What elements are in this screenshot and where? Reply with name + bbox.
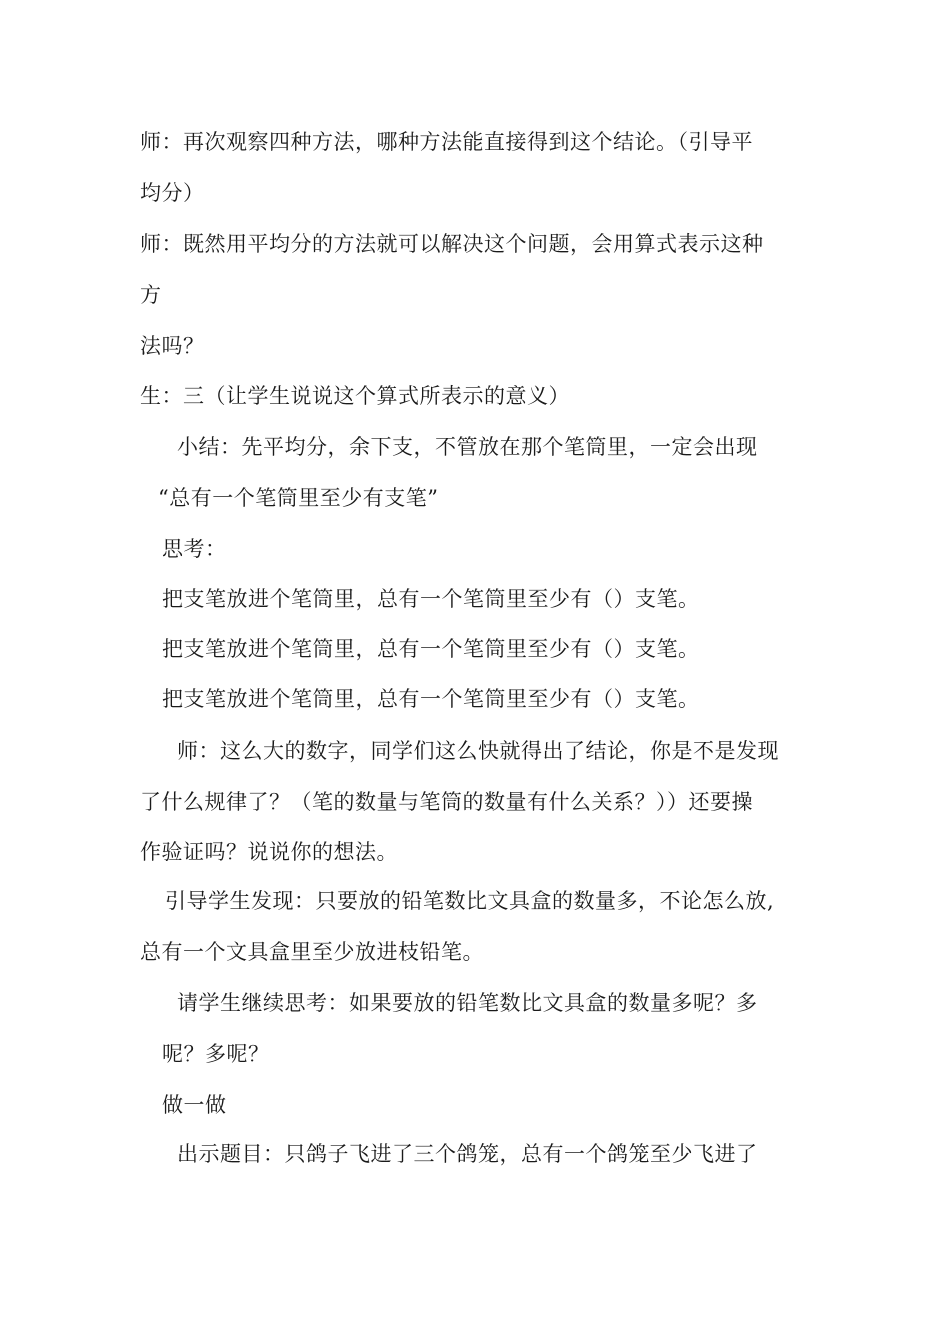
text-line: 请学生继续思考：如果要放的铅笔数比文具盒的数量多呢？多 — [177, 991, 758, 1015]
text-line: 把支笔放进个笔筒里，总有一个笔筒里至少有（）支笔。 — [162, 687, 700, 711]
text-line: 呢？多呢？ — [162, 1042, 270, 1066]
text-line: 把支笔放进个笔筒里，总有一个笔筒里至少有（）支笔。 — [162, 587, 700, 611]
text-line: 出示题目：只鸽子飞进了三个鸽笼，总有一个鸽笼至少飞进了 — [177, 1142, 758, 1166]
text-line: “总有一个笔筒里至少有支笔” — [158, 486, 439, 510]
text-line: 了什么规律了？（笔的数量与笔筒的数量有什么关系？））还要操 — [140, 790, 753, 814]
text-line: 做一做 — [162, 1093, 227, 1117]
text-line: 均分） — [140, 181, 205, 205]
text-line: 法吗？ — [140, 334, 205, 358]
text-line: 引导学生发现：只要放的铅笔数比文具盒的数量多，不论怎么放, — [165, 889, 775, 913]
text-line: 生：三（让学生说说这个算式所表示的意义） — [140, 384, 570, 408]
text-line: 作验证吗？说说你的想法。 — [140, 840, 398, 864]
text-line: 总有一个文具盒里至少放进枝铅笔。 — [140, 940, 484, 964]
text-line: 小结：先平均分，余下支，不管放在那个笔筒里，一定会出现 — [177, 435, 758, 459]
text-line: 方 — [140, 283, 162, 307]
text-line: 师：再次观察四种方法，哪种方法能直接得到这个结论。（引导平 — [140, 130, 753, 154]
text-line: 师：既然用平均分的方法就可以解决这个问题，会用算式表示这种 — [140, 232, 764, 256]
text-line: 把支笔放进个笔筒里，总有一个笔筒里至少有（）支笔。 — [162, 637, 700, 661]
text-line: 师：这么大的数字，同学们这么快就得出了结论，你是不是发现 — [177, 739, 779, 763]
text-line: 思考： — [162, 537, 227, 561]
